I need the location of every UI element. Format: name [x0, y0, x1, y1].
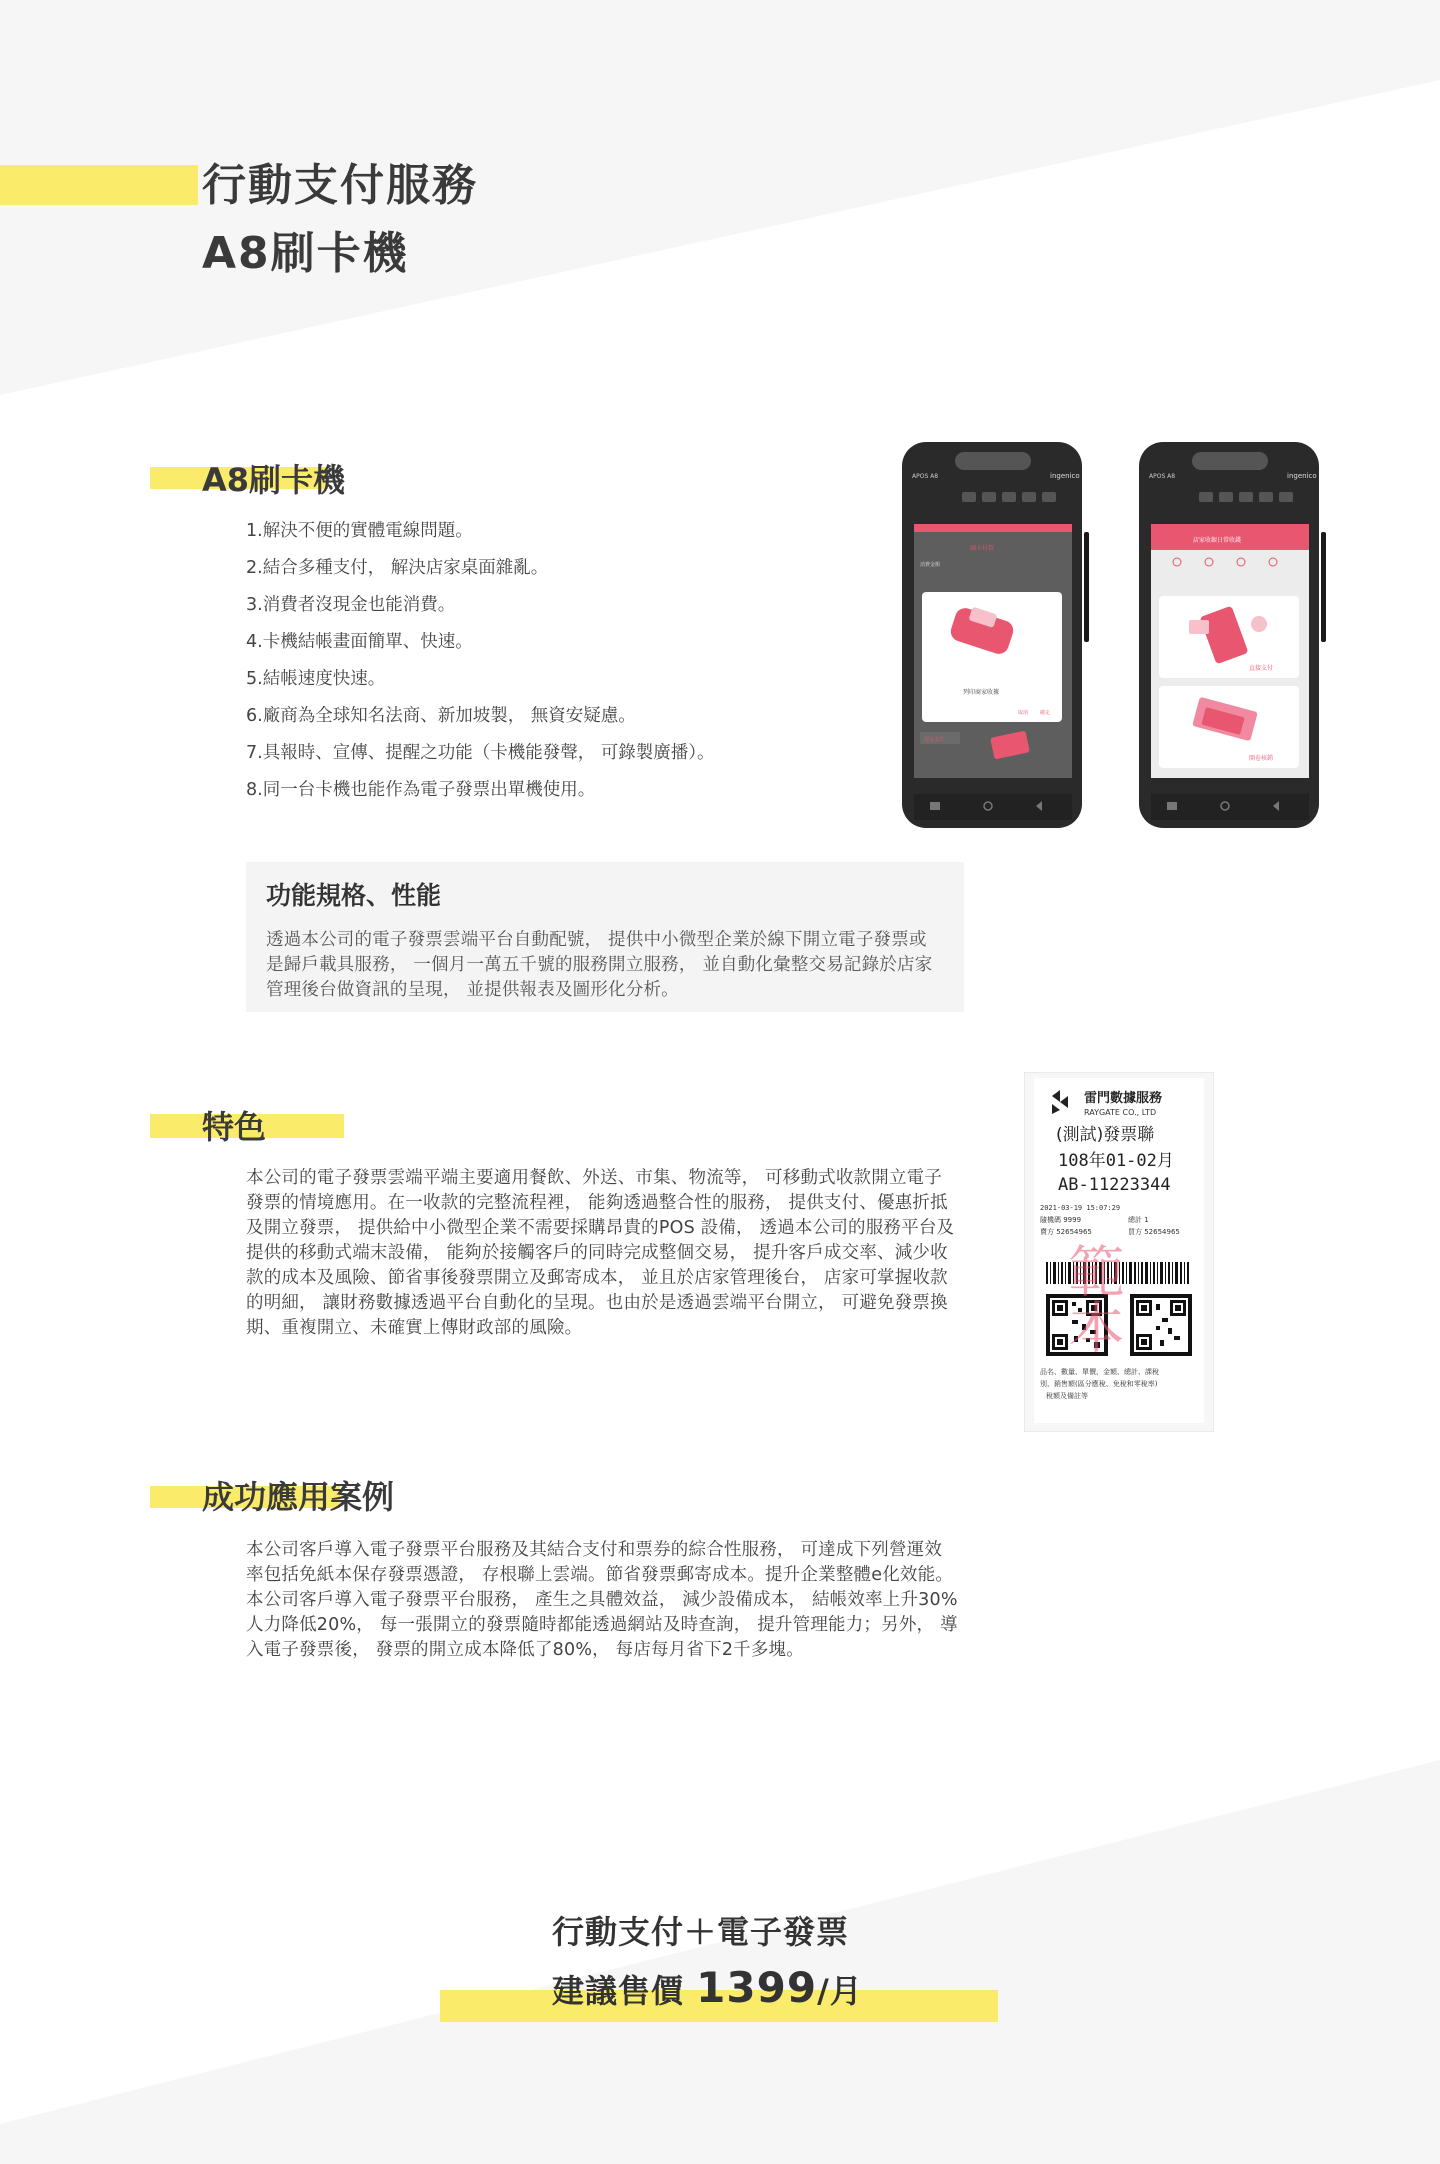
- list-item: 7.具報時、宣傳、提醒之功能（卡機能發聲， 可錄製廣播）。: [246, 743, 715, 763]
- a8-section-title: A8刷卡機: [202, 461, 346, 499]
- receipt-title: (測試)發票聯: [1056, 1125, 1155, 1145]
- receipt-company-en: RAYGATE CO., LTD: [1084, 1108, 1157, 1117]
- list-item: 4.卡機結帳畫面簡單、快速。: [246, 632, 473, 652]
- receipt-period: 108年01-02月: [1058, 1151, 1174, 1171]
- a8-terminal-image-left: [900, 442, 1090, 830]
- a8-terminal-image-right: [1137, 442, 1327, 830]
- price-value: 1399: [696, 1963, 818, 2012]
- list-item: 8.同一台卡機也能作為電子發票出單機使用。: [246, 780, 596, 800]
- screen-left-cancel: 取消: [1018, 710, 1029, 716]
- screen-left-confirm: 確定: [1040, 710, 1051, 716]
- receipt-random-code: 隨機碼 9999: [1040, 1216, 1082, 1224]
- background-shape-bottom: [0, 1760, 1440, 2164]
- cases-paragraph-2: 本公司客戶導入電子發票平台服務， 產生之具體效益， 減少設備成本， 結帳效率上升30%人力降低20%， 每一張開立的發票隨時都能透過網站及時查詢， 提升管理能力；另外， 導入電子發票後， 發票的開立成本降低了80%， 每店每月省下2千多塊。: [246, 1590, 958, 1660]
- cases-text: [246, 1538, 958, 1663]
- receipt-note-line2: 別、銷售額(區分應稅、免稅和零稅率): [1040, 1380, 1158, 1388]
- spec-box: [246, 862, 964, 1012]
- screen-left-header: 刷卡付款: [970, 545, 995, 552]
- screen-left-sub: 消費金額: [920, 562, 941, 568]
- receipt-total: 總計 1: [1128, 1216, 1149, 1224]
- receipt-seller: 賣方 52654965: [1040, 1228, 1092, 1236]
- terminal-brand-right: ingenico: [1050, 472, 1080, 480]
- terminal-brand-left: APOS A8: [1149, 473, 1176, 480]
- receipt-number: AB-11223344: [1058, 1175, 1171, 1195]
- price-prefix: 建議售價: [552, 1972, 697, 2010]
- spec-title: 功能規格、性能: [266, 881, 442, 910]
- page-title-line2: A8刷卡機: [202, 228, 409, 279]
- screen-right-card2-button: 開卷核銷: [1249, 755, 1274, 762]
- price-suffix: /月: [817, 1972, 863, 2010]
- terminal-brand-left: APOS A8: [912, 473, 939, 480]
- receipt-qr-right: [1130, 1294, 1192, 1356]
- a8-feature-list: [246, 513, 715, 809]
- page-title: [202, 152, 478, 288]
- screen-right-card1-button: 直接支付: [1249, 665, 1274, 672]
- receipt-company-zh: 雷門數據服務: [1084, 1091, 1163, 1106]
- screen-left-bottom-button: 現金支付: [924, 737, 945, 743]
- terminal-brand-right: ingenico: [1287, 472, 1317, 480]
- list-item: 5.結帳速度快速。: [246, 669, 386, 689]
- screen-right-header: 店家收銀日常收錢: [1193, 537, 1242, 544]
- cases-section-title: 成功應用案例: [202, 1478, 395, 1516]
- receipt-date-time: 2021-03-19 15:07:29: [1040, 1204, 1121, 1212]
- features-text: 本公司的電子發票雲端平端主要適用餐飲、外送、市集、物流等， 可移動式收款開立電子發票的情境應用。在一收款的完整流程裡， 能夠透過整合性的服務， 提供支付、優惠折抵及開立發票， 提供給中小微型企業不需要採購昂貴的POS 設備， 透過本公司的服務平台及提供的移動式端末設備， 能夠於接觸客戶的同時完成整個交易， 提升客戶成交率、減少收款的成本及風險、節省事後發票開立及郵寄成本， 並且於店家管理後台， 店家可掌握收款的明細， 讓財務數據透過平台自動化的呈現。也由於是透過雲端平台開立， 可避免發票換期、重複開立、未確實上傳財政部的風險。: [246, 1168, 955, 1338]
- screen-left-dialog-text: 列印商家收據: [963, 689, 1000, 696]
- pricing-price: [552, 1963, 863, 2012]
- receipt-stamp: 範本: [1059, 1242, 1125, 1354]
- list-item: 2.結合多種支付， 解決店家桌面雜亂。: [246, 558, 549, 578]
- page-title-line1: 行動支付服務: [202, 160, 478, 211]
- list-item: 6.廠商為全球知名法商、新加坡製， 無資安疑慮。: [246, 706, 636, 726]
- receipt-buyer: 買方 52654965: [1128, 1228, 1180, 1236]
- list-item: 3.消費者沒現金也能消費。: [246, 595, 456, 615]
- title-highlight: [0, 165, 198, 205]
- pricing-headline: 行動支付＋電子發票: [552, 1913, 850, 1951]
- list-item: 1.解決不便的實體電線問題。: [246, 521, 473, 541]
- features-section-title: 特色: [202, 1108, 267, 1146]
- receipt-note-line3: 稅額及備註等: [1046, 1392, 1088, 1400]
- cases-paragraph-1: 本公司客戶導入電子發票平台服務及其結合支付和票券的綜合性服務， 可達成下列營運效率包括免紙本保存發票憑證， 存根聯上雲端。節省發票郵寄成本。提升企業整體e化效能。: [246, 1540, 954, 1585]
- receipt-note-line1: 品名、數量、單價、金額、總計、課稅: [1040, 1368, 1159, 1376]
- invoice-receipt-image: [1024, 1072, 1214, 1432]
- spec-text: 透過本公司的電子發票雲端平台自動配號， 提供中小微型企業於線下開立電子發票或是歸戶載具服務， 一個月一萬五千號的服務開立服務， 並自動化彙整交易記錄於店家管理後台做資訊的呈現， 並提供報表及圖形化分析。: [266, 930, 933, 1000]
